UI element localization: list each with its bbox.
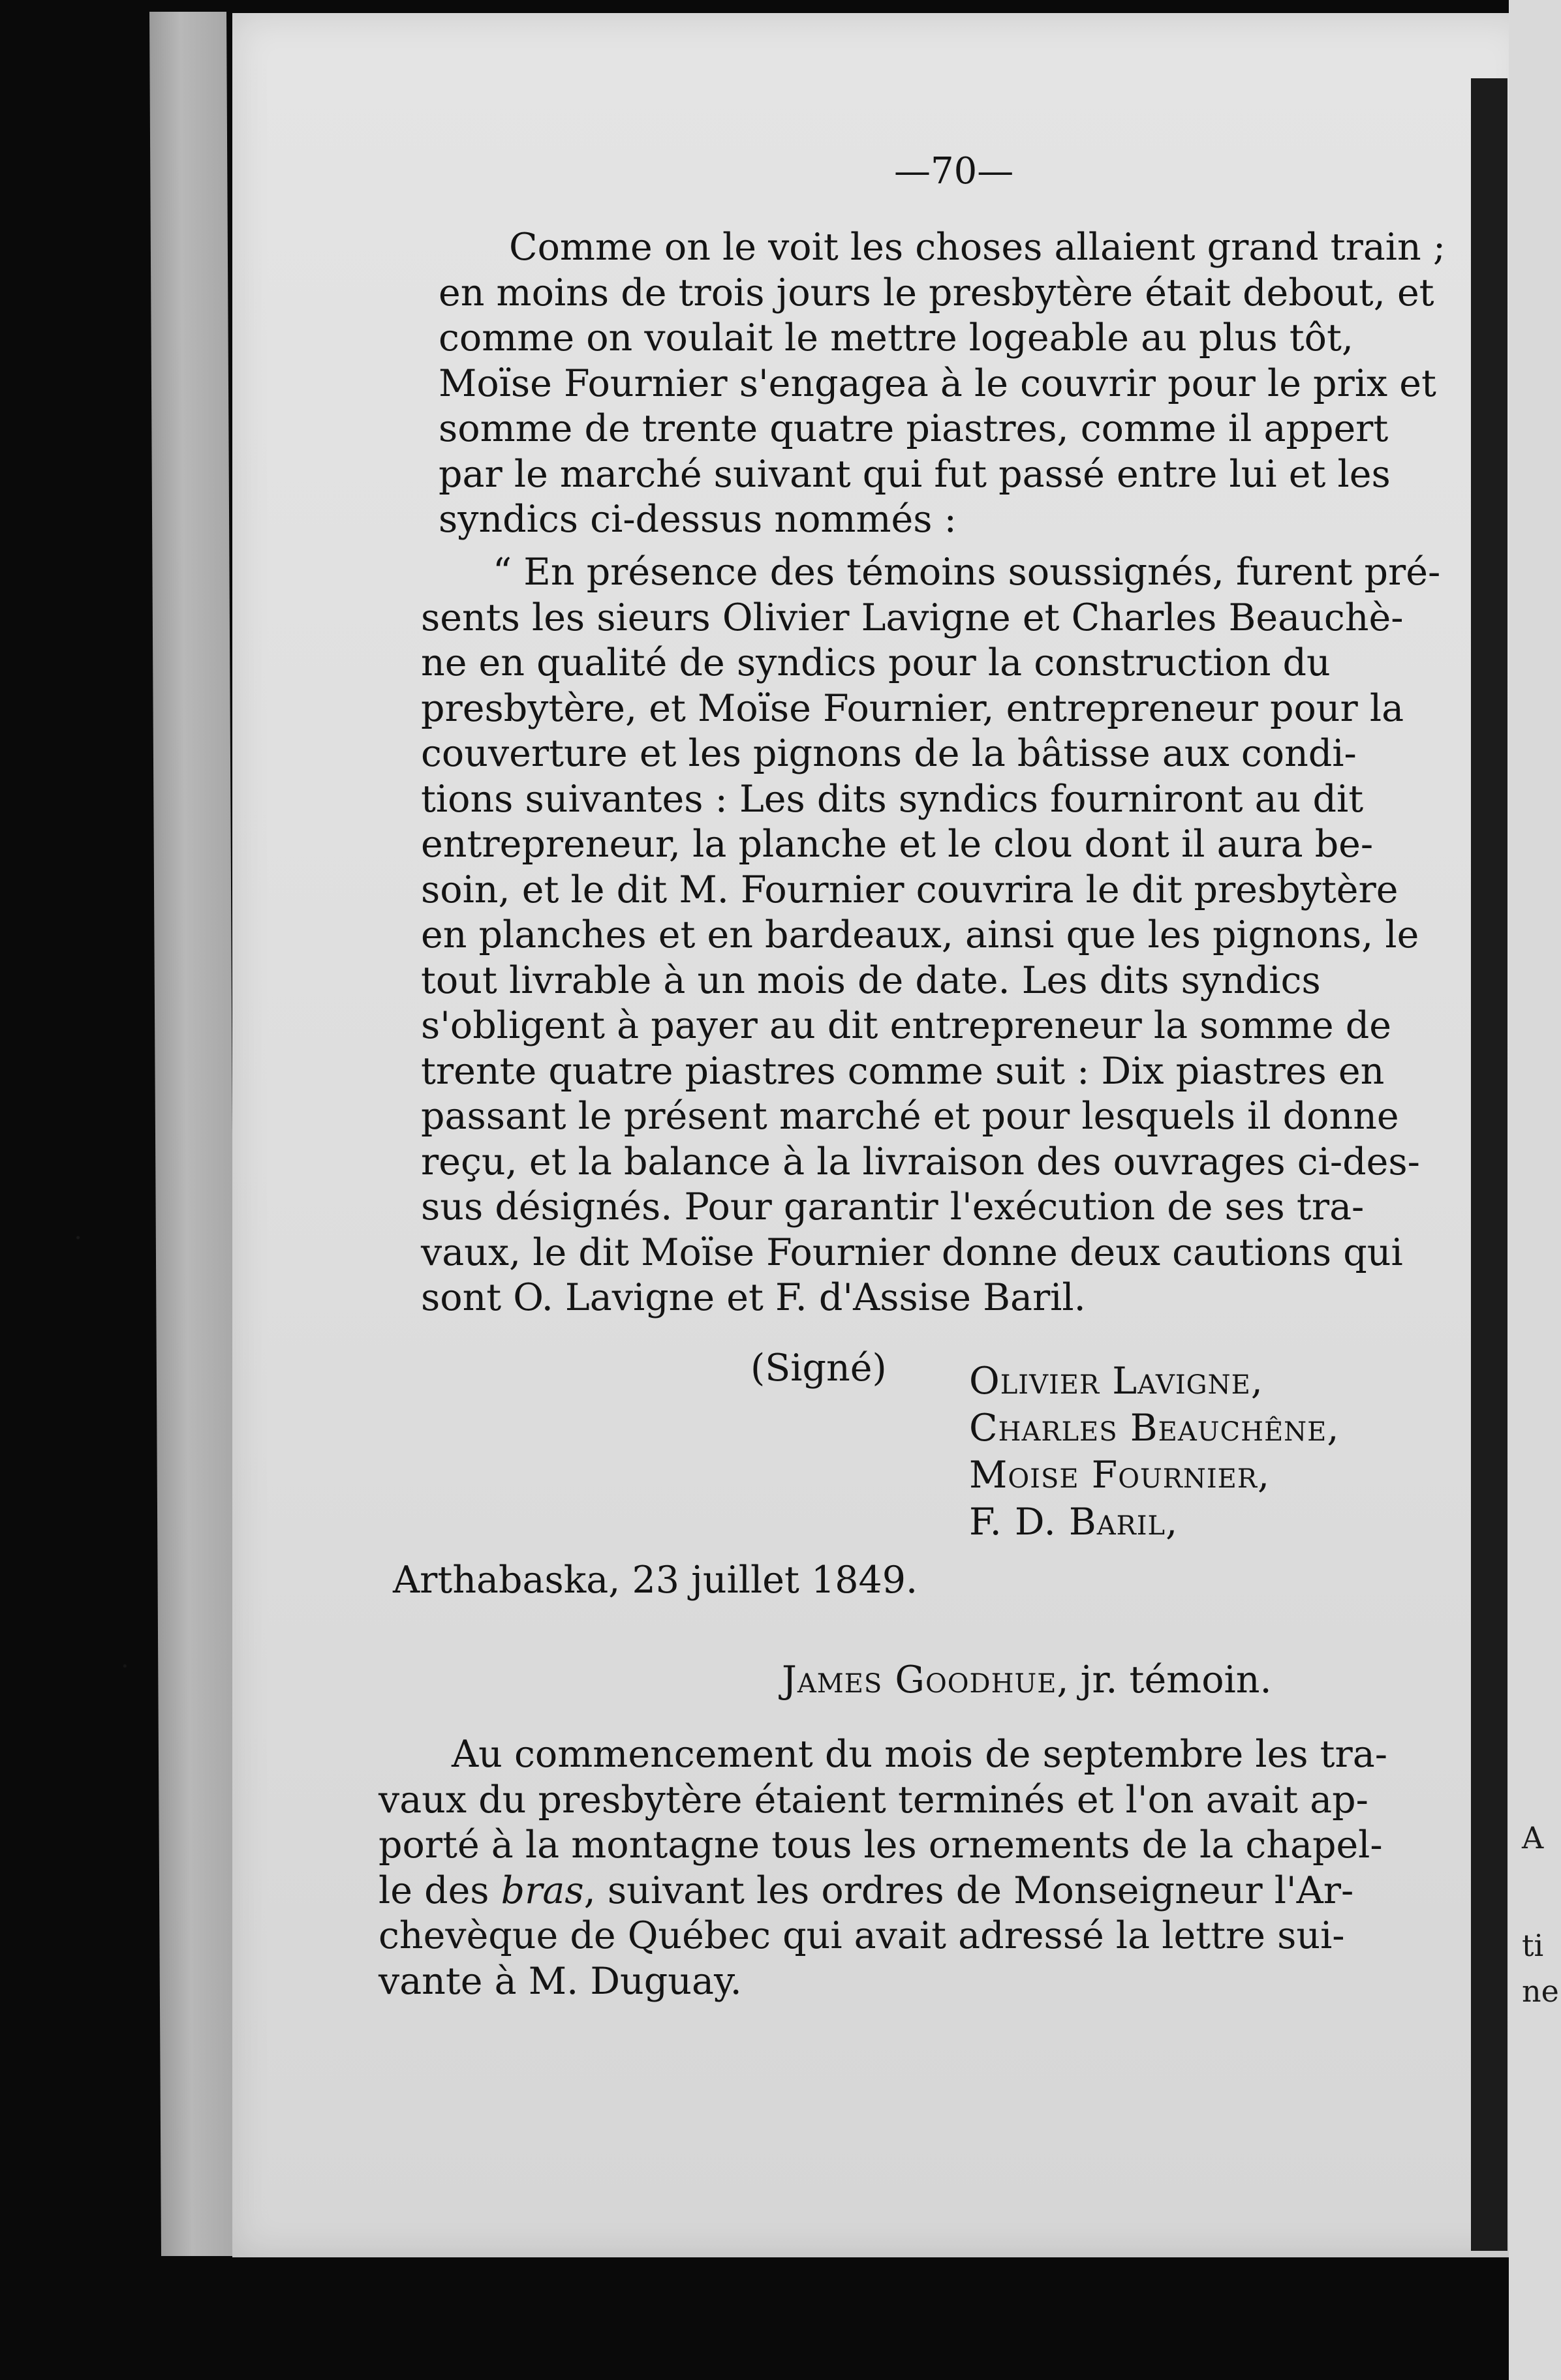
text-line: porté à la montagne tous les ornements de la chapel- (379, 1823, 1383, 1867)
text-line: passant le présent marché et pour lesquels il donne (421, 1095, 1399, 1138)
text-line: syndics ci-dessus nommés : (439, 498, 957, 541)
text-line: le des bras, suivant les ordres de Monseigneur l'Ar- (379, 1869, 1354, 1912)
text-line: vaux, le dit Moïse Fournier donne deux cautions qui (421, 1230, 1403, 1274)
text-line: comme on voulait le mettre logeable au plus tôt, (439, 316, 1353, 359)
page-edge-shadow (1471, 78, 1507, 2251)
place-and-date: Arthabaska, 23 juillet 1849. (393, 1559, 918, 1602)
text-line: trente quatre piastres comme suit : Dix piastres en (421, 1049, 1385, 1093)
paragraph-1 (439, 225, 1445, 543)
text-line: sus désignés. Pour garantir l'exécution de ses tra- (421, 1185, 1365, 1228)
signatory-name: F. D. Baril, (969, 1501, 1179, 1544)
next-page-fragment: ti (1522, 1928, 1544, 1963)
text-line: vante à M. Duguay. (379, 1959, 742, 2003)
signatory-name: Olivier Lavigne, (969, 1360, 1263, 1403)
witness-line (782, 1656, 1272, 1704)
text-line: tout livrable à un mois de date. Les dits syndics (421, 958, 1321, 1002)
text-line: en planches et en bardeaux, ainsi que les pignons, le (421, 913, 1419, 956)
signed-label: (Signé) (750, 1347, 887, 1390)
text-line: Moïse Fournier s'engagea à le couvrir pour le prix et (439, 361, 1436, 405)
text-line: Au commencement du mois de septembre les tra- (452, 1733, 1388, 1776)
text-line: en moins de trois jours le presbytère était debout, et (439, 271, 1434, 314)
next-page-sliver (1509, 0, 1561, 2380)
book-spine (149, 12, 238, 2256)
witness-suffix: , jr. témoin. (1057, 1658, 1272, 1701)
text-line: s'obligent à payer au dit entrepreneur la somme de (421, 1004, 1391, 1047)
text-line: sont O. Lavigne et F. d'Assise Baril. (421, 1276, 1086, 1319)
next-page-fragment: ne (1522, 1974, 1559, 2009)
text-line: chevèque de Québec qui avait adressé la lettre sui- (379, 1914, 1345, 1957)
text-line: vaux du presbytère étaient terminés et l'on avait ap- (379, 1778, 1368, 1822)
text-line: “ En présence des témoins soussignés, furent pré- (493, 551, 1441, 594)
next-page-fragment: A (1522, 1820, 1544, 1855)
paragraph-3 (379, 1732, 1387, 2004)
signatory-name: Charles Beauchêne, (969, 1407, 1340, 1450)
text-line: reçu, et la balance à la livraison des ouvrages ci-des- (421, 1140, 1420, 1183)
witness-name: James Goodhue (782, 1658, 1057, 1701)
text-line: sents les sieurs Olivier Lavigne et Charles Beauchè- (421, 596, 1404, 639)
text-line: soin, et le dit M. Fournier couvrira le dit presbytère (421, 868, 1399, 911)
paragraph-2-contract (421, 550, 1440, 1321)
text-line: tions suivantes : Les dits syndics fourniront au dit (421, 777, 1364, 821)
page-number: —70— (894, 150, 1014, 192)
italic-word: bras (501, 1869, 584, 1912)
text-line: Comme on le voit les choses allaient grand train ; (509, 226, 1446, 269)
text-line: couverture et les pignons de la bâtisse aux condi- (421, 732, 1357, 775)
text-line: par le marché suivant qui fut passé entre lui et les (439, 452, 1391, 496)
text-line: somme de trente quatre piastres, comme il appert (439, 407, 1389, 450)
text-line: presbytère, et Moïse Fournier, entrepreneur pour la (421, 686, 1404, 730)
text-line: ne en qualité de syndics pour la construction du (421, 641, 1331, 684)
signatory-name: Moise Fournier, (969, 1454, 1271, 1497)
text-line: entrepreneur, la planche et le clou dont il aura be- (421, 823, 1374, 866)
